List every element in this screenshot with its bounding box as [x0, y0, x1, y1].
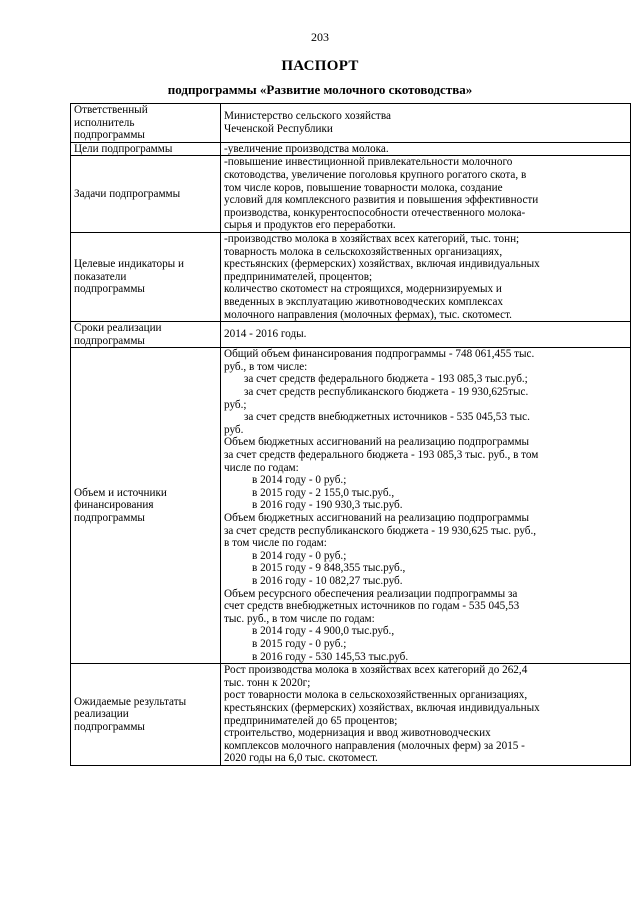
row-value: Рост производства молока в хозяйствах всех категорий до 262,4 тыс. тонн к 2020г; рост товарности молока в сельскохозяйственных организациях, крестьянских (фермерских) хозяйствах, включая индивидуальных предпринимателей до 65 процентов; строительство, модернизация и ввод животноводческих комплексов молочного направления (молочных ферм) за 2015 - 2020 годы на 6,0 тыс. скотомест.: [221, 664, 631, 766]
row-label: Сроки реализации подпрограммы: [71, 322, 221, 348]
row-label: Ожидаемые результаты реализации подпрограммы: [71, 664, 221, 766]
row-label: Целевые индикаторы и показатели подпрограммы: [71, 232, 221, 321]
row-label: Объем и источники финансирования подпрограммы: [71, 348, 221, 664]
row-value: Общий объем финансирования подпрограммы - 748 061,455 тыс. руб., в том числе: за счет средств федерального бюджета - 193 085,3 тыс.руб.; за счет средств республиканского бюджета - 19 930,625тыс. руб.; за счет средств внебюджетных источников - 535 045,53 тыс. руб. Объем бюджетных ассигнований на реализацию подпрограммы за счет средств федерального бюджета - 193 085,3 тыс. руб., в том числе по годам: в 2014 году - 0 руб.; в 2015 году - 2 155,0 тыс.руб., в 2016 году - 190 930,3 тыс.руб. Объем бюджетных ассигнований на реализацию подпрограммы за счет средств республиканского бюджета - 19 930,625 тыс. руб., в том числе по годам: в 2014 году - 0 руб.; в 2015 году - 9 848,355 тыс.руб., в 2016 году - 10 082,27 тыс.руб. Объем ресурсного обеспечения реализации подпрограммы за счет средств внебюджетных источников по годам - 535 045,53 тыс. руб., в том числе по годам: в 2014 году - 4 900,0 тыс.руб., в 2015 году - 0 руб.; в 2016 году - 530 145,53 тыс.руб.: [221, 348, 631, 664]
row-value: -повышение инвестиционной привлекательности молочного скотоводства, увеличение поголовья крупного рогатого скота, в том числе коров, повышение товарности молока, создание условий для комплексного развития и повышения эффективности производства, конкурентоспособности отечественного молока- сырья и продуктов его переработки.: [221, 156, 631, 233]
row-label: Ответственный исполнитель подпрограммы: [71, 104, 221, 143]
table-row-tasks: [71, 156, 631, 233]
row-label: Задачи подпрограммы: [71, 156, 221, 233]
table-row-responsible-executor: [71, 104, 631, 143]
row-value: -производство молока в хозяйствах всех категорий, тыс. тонн; товарность молока в сельскохозяйственных организациях, крестьянских (фермерских) хозяйствах, включая индивидуальных предпринимателей, процентов; количество скотомест на строящихся, модернизируемых и введенных в эксплуатацию животноводческих комплексах молочного направления (молочных фермах), тыс. скотомест.: [221, 232, 631, 321]
passport-table: [70, 103, 631, 766]
row-value: 2014 - 2016 годы.: [221, 322, 631, 348]
row-value: Министерство сельского хозяйства Чеченской Республики: [221, 104, 631, 143]
row-label: Цели подпрограммы: [71, 142, 221, 156]
document-title: ПАСПОРТ: [281, 58, 359, 74]
table-row-goals: [71, 142, 631, 156]
table-row-expected-results: [71, 664, 631, 766]
table-row-timeline: [71, 322, 631, 348]
row-value: -увеличение производства молока.: [221, 142, 631, 156]
table-row-target-indicators: [71, 232, 631, 321]
table-row-funding: [71, 348, 631, 664]
page-number: 203: [311, 30, 329, 44]
document-subtitle: подпрограммы «Развитие молочного скотоводства»: [167, 82, 473, 97]
